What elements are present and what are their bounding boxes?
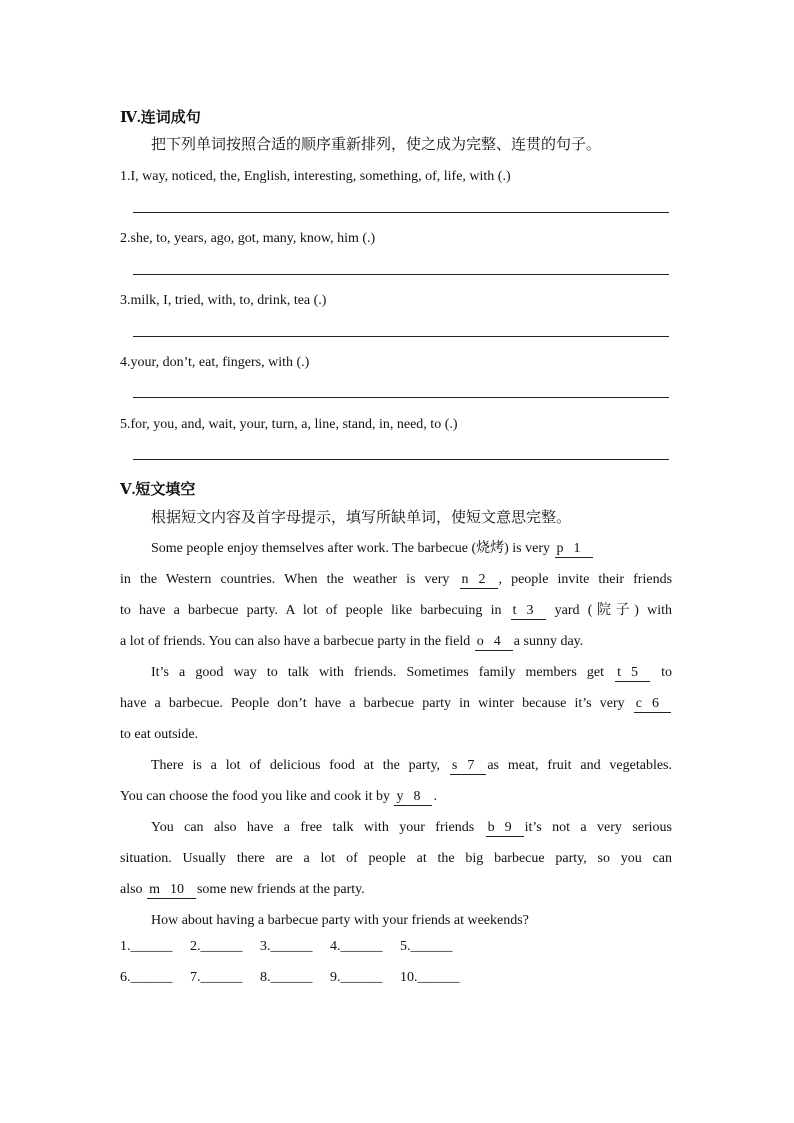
passage-line xyxy=(120,781,672,812)
section-5-title: Ⅴ.短文填空 xyxy=(120,482,196,498)
answer-slot-3[interactable]: 3.______ xyxy=(260,939,313,954)
text-run: have a barbecue. People don’t have a barbecue party in winter because it’s very xyxy=(120,696,625,711)
answer-slot-5[interactable]: 5.______ xyxy=(400,939,453,954)
text-run: , people invite their friends xyxy=(498,572,672,587)
blank-letter: c xyxy=(635,696,642,711)
passage-line xyxy=(120,564,672,595)
blank-letter: t xyxy=(512,603,517,618)
text-run: You can also have a free talk with your friends xyxy=(151,820,475,835)
text-run: also xyxy=(120,882,143,897)
blank-number: 6 xyxy=(652,696,659,711)
blank-number: 10 xyxy=(169,882,184,897)
answer-row-2 xyxy=(120,970,474,986)
passage-line xyxy=(120,750,672,781)
passage-line: How about having a barbecue party with your friends at weekends? xyxy=(151,913,529,928)
text-run: a lot of friends. You can also have a barbecue party in the field xyxy=(120,634,471,649)
text-run: to xyxy=(661,665,672,680)
blank-4[interactable] xyxy=(475,634,513,651)
passage-line xyxy=(120,812,672,843)
text-run: in the Western countries. When the weather is very xyxy=(120,572,450,587)
passage xyxy=(120,533,672,936)
answer-slot-9[interactable]: 9.______ xyxy=(330,970,383,985)
text-run: Some people enjoy themselves after work. The barbecue (烧烤) is very xyxy=(151,541,550,556)
blank-7[interactable] xyxy=(450,758,486,775)
blank-number: 7 xyxy=(467,758,475,773)
blank-letter: y xyxy=(396,789,404,804)
blank-letter: t xyxy=(617,665,622,680)
text-run: yard (院子) with xyxy=(554,603,672,618)
answer-slot-10[interactable]: 10.______ xyxy=(400,970,460,985)
answer-line-5[interactable] xyxy=(133,459,669,460)
text-run: as meat, fruit and vegetables. xyxy=(487,758,672,773)
question-4: 4.your, don’t, eat, fingers, with (.) xyxy=(120,355,310,370)
passage-line xyxy=(120,657,672,688)
blank-number: 8 xyxy=(413,789,421,804)
text-run: some new friends at the party. xyxy=(196,882,365,897)
blank-9[interactable] xyxy=(486,820,524,837)
blank-letter: m xyxy=(149,882,160,897)
answer-line-2[interactable] xyxy=(133,274,669,275)
answer-line-4[interactable] xyxy=(133,397,669,398)
text-run: You can choose the food you like and cook it by xyxy=(120,789,390,804)
answer-slot-6[interactable]: 6.______ xyxy=(120,970,173,985)
blank-number: 2 xyxy=(478,572,486,587)
blank-number: 3 xyxy=(526,603,534,618)
answer-slot-8[interactable]: 8.______ xyxy=(260,970,313,985)
passage-line xyxy=(120,595,672,626)
question-1: 1.I, way, noticed, the, English, interesting, something, of, life, with (.) xyxy=(120,169,511,184)
blank-10[interactable] xyxy=(147,882,196,899)
blank-number: 5 xyxy=(631,665,639,680)
blank-letter: o xyxy=(476,634,484,649)
blank-letter: n xyxy=(461,572,469,587)
text-run: a sunny day. xyxy=(513,634,584,649)
blank-number: 1 xyxy=(573,541,581,556)
text-run: . xyxy=(433,789,437,804)
text-run: it’s not a very serious xyxy=(524,820,672,835)
text-run: There is a lot of delicious food at the party, xyxy=(151,758,441,773)
answer-slot-1[interactable]: 1.______ xyxy=(120,939,173,954)
question-2: 2.she, to, years, ago, got, many, know, him (.) xyxy=(120,231,376,246)
blank-1[interactable] xyxy=(555,541,593,558)
section-5-instruction: 根据短文内容及首字母提示，填写所缺单词，使短文意思完整。 xyxy=(151,510,572,526)
passage-line xyxy=(120,626,672,657)
blank-3[interactable] xyxy=(511,603,546,620)
blank-letter: b xyxy=(487,820,495,835)
answer-slot-2[interactable]: 2.______ xyxy=(190,939,243,954)
section-4-title: Ⅳ.连词成句 xyxy=(120,110,201,126)
blank-2[interactable] xyxy=(460,572,498,589)
passage-line: situation. Usually there are a lot of people at the big barbecue party, so you can xyxy=(120,851,672,866)
passage-line xyxy=(120,874,672,905)
text-run: to have a barbecue party. A lot of people like barbecuing in xyxy=(120,603,502,618)
blank-8[interactable] xyxy=(394,789,432,806)
answer-line-1[interactable] xyxy=(133,212,669,213)
section-4-instruction: 把下列单词按照合适的顺序重新排列，使之成为完整、连贯的句子。 xyxy=(151,137,602,153)
question-5: 5.for, you, and, wait, your, turn, a, line, stand, in, need, to (.) xyxy=(120,417,458,432)
text-run: It’s a good way to talk with friends. Sometimes family members get xyxy=(151,665,604,680)
passage-line xyxy=(120,688,672,719)
blank-letter: s xyxy=(451,758,458,773)
answer-slot-4[interactable]: 4.______ xyxy=(330,939,383,954)
passage-line xyxy=(120,533,672,564)
blank-letter: p xyxy=(556,541,564,556)
blank-number: 9 xyxy=(504,820,512,835)
answer-row-1 xyxy=(120,939,467,955)
blank-6[interactable] xyxy=(634,696,671,713)
answer-line-3[interactable] xyxy=(133,336,669,337)
question-3: 3.milk, I, tried, with, to, drink, tea (.) xyxy=(120,293,327,308)
answer-slot-7[interactable]: 7.______ xyxy=(190,970,243,985)
blank-5[interactable] xyxy=(615,665,650,682)
blank-number: 4 xyxy=(493,634,501,649)
passage-line: to eat outside. xyxy=(120,727,199,742)
